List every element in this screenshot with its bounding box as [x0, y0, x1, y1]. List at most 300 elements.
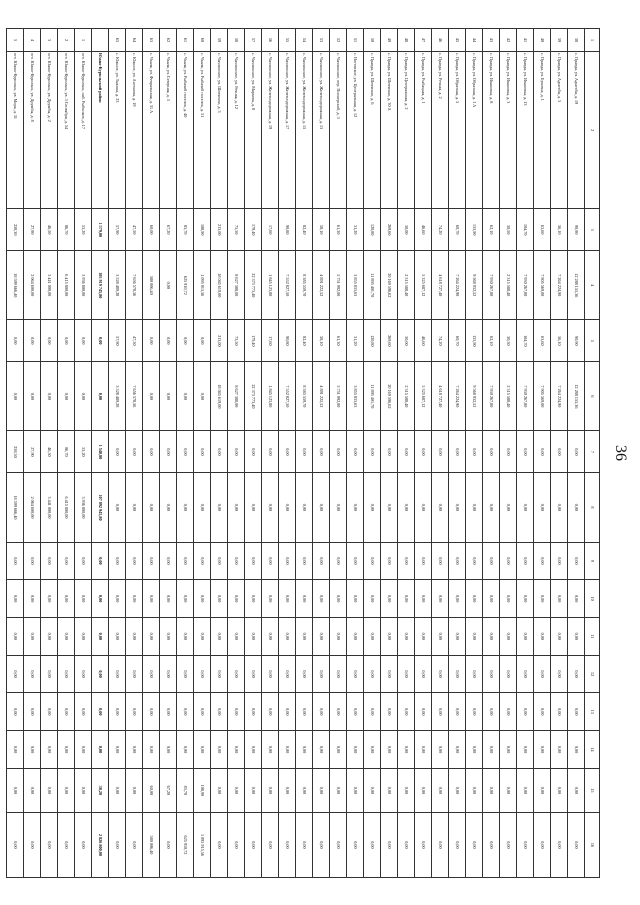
value-cell: 0,00: [398, 431, 415, 473]
value-cell: 63,60: [534, 209, 551, 251]
value-cell: 0,00: [24, 580, 41, 618]
value-cell: 11 895 401,70: [364, 362, 381, 431]
value-cell: 0,00: [109, 542, 126, 580]
value-cell: 0,00: [262, 655, 279, 693]
value-cell: 0,00: [177, 320, 194, 362]
value-cell: 0,00: [483, 542, 500, 580]
value-cell: 0,00: [364, 542, 381, 580]
value-cell: 8 627 388,00: [228, 251, 245, 320]
table-row: [228, 29, 245, 878]
value-cell: 0,00: [449, 693, 466, 731]
value-cell: 0,00: [92, 362, 109, 431]
value-cell: 0,00: [279, 431, 296, 473]
value-cell: 2 064 600,00: [24, 251, 41, 320]
value-cell: 3 936 800,00: [75, 251, 92, 320]
value-cell: 27,90: [24, 431, 41, 473]
value-cell: 0,00: [568, 731, 585, 769]
value-cell: 0,00: [92, 655, 109, 693]
value-cell: 7 930 267,80: [483, 251, 500, 320]
value-cell: 0,00: [245, 693, 262, 731]
value-cell: 58,10: [313, 209, 330, 251]
row-number-cell: 2: [58, 29, 75, 52]
table-row: [534, 29, 551, 878]
value-cell: 580 006,40: [143, 812, 160, 877]
value-cell: 0,00: [500, 731, 517, 769]
value-cell: 213,00: [211, 320, 228, 362]
value-cell: 0,00: [194, 693, 211, 731]
value-cell: 0,00: [262, 812, 279, 877]
value-cell: 0,00: [109, 580, 126, 618]
value-cell: 0,00: [194, 580, 211, 618]
value-cell: 580 006,40: [143, 251, 160, 320]
value-cell: 53,20: [75, 431, 92, 473]
value-cell: 22 373 773,40: [245, 251, 262, 320]
value-cell: 0,00: [517, 731, 534, 769]
value-cell: 3 441 000,00: [41, 251, 58, 320]
value-cell: 90,90: [568, 320, 585, 362]
value-cell: 0,00: [381, 473, 398, 542]
value-cell: 0,00: [466, 542, 483, 580]
value-cell: 0,00: [177, 473, 194, 542]
table-row: [177, 29, 194, 878]
value-cell: 1 540,80: [92, 431, 109, 473]
value-cell: 0,00: [551, 542, 568, 580]
value-cell: 0,00: [381, 580, 398, 618]
address-cell: с. Чаплинское, ул. Железнодорожная, д. 13: [313, 52, 330, 209]
value-cell: 0,00: [58, 812, 75, 877]
value-cell: 625 910,72: [177, 251, 194, 320]
value-cell: 0,00: [245, 542, 262, 580]
value-cell: 0,00: [58, 768, 75, 812]
table-row: [500, 29, 517, 878]
value-cell: 0,00: [415, 812, 432, 877]
value-cell: 0,00: [41, 731, 58, 769]
value-cell: 0,00: [449, 431, 466, 473]
table-row: [126, 29, 143, 878]
table-row: [296, 29, 313, 878]
address-cell: с. Правда, ул. Ивановка, д. 13: [517, 52, 534, 209]
table-row: [194, 29, 211, 878]
value-cell: 0,00: [517, 542, 534, 580]
value-cell: 0,00: [41, 655, 58, 693]
value-cell: 27,90: [24, 209, 41, 251]
value-cell: 104,70: [517, 320, 534, 362]
table-row: [551, 29, 568, 878]
address-cell: с. Южное, ул. Антонова, д. 19: [126, 52, 143, 209]
value-cell: 0,00: [534, 812, 551, 877]
value-cell: 0,00: [262, 731, 279, 769]
value-cell: 120,80: [364, 320, 381, 362]
value-cell: 30,00: [398, 320, 415, 362]
value-cell: 107 892 945,80: [92, 473, 109, 542]
value-cell: 0,00: [7, 580, 24, 618]
value-cell: 1 095 915,56: [194, 251, 211, 320]
value-cell: 0,00: [143, 320, 160, 362]
value-cell: 0,00: [500, 693, 517, 731]
row-number-cell: 56: [262, 29, 279, 52]
value-cell: 0,00: [126, 693, 143, 731]
value-cell: 0,00: [143, 655, 160, 693]
value-cell: 0,00: [330, 655, 347, 693]
value-cell: 0,00: [41, 580, 58, 618]
table-row: [364, 29, 381, 878]
value-cell: 0,00: [24, 362, 41, 431]
row-number-cell: 38: [568, 29, 585, 52]
value-cell: 0,00: [245, 731, 262, 769]
value-cell: 0,00: [500, 655, 517, 693]
value-cell: 0,00: [568, 617, 585, 655]
value-cell: 0,00: [262, 542, 279, 580]
value-cell: 86,70: [58, 431, 75, 473]
value-cell: 0,00: [24, 768, 41, 812]
value-cell: 0,00: [568, 812, 585, 877]
value-cell: 0,00: [126, 731, 143, 769]
value-cell: 0,00: [347, 768, 364, 812]
value-cell: 0,00: [398, 617, 415, 655]
value-cell: 0,00: [58, 542, 75, 580]
value-cell: 0,00: [211, 542, 228, 580]
value-cell: 0,00: [58, 320, 75, 362]
value-cell: 0,00: [415, 580, 432, 618]
value-cell: 0,00: [330, 580, 347, 618]
value-cell: 0,00: [381, 768, 398, 812]
value-cell: 0,00: [228, 693, 245, 731]
value-cell: 3 528 489,28: [109, 251, 126, 320]
value-cell: 0,00: [534, 473, 551, 542]
value-cell: 0,00: [398, 580, 415, 618]
value-cell: 0,00: [398, 693, 415, 731]
value-cell: 0,00: [466, 731, 483, 769]
value-cell: 0,00: [296, 473, 313, 542]
value-cell: 18 599 666,40: [7, 473, 24, 542]
value-cell: 0,00: [415, 473, 432, 542]
column-header: 10: [585, 580, 600, 618]
value-cell: 0,00: [483, 731, 500, 769]
value-cell: 0,00: [75, 362, 92, 431]
value-cell: 74,20: [432, 320, 449, 362]
value-cell: 0,00: [330, 693, 347, 731]
value-cell: 0,00: [330, 768, 347, 812]
value-cell: 0,00: [551, 693, 568, 731]
column-header: 1: [585, 29, 600, 52]
value-cell: 7 552 827,50: [279, 251, 296, 320]
value-cell: 0,00: [143, 542, 160, 580]
value-cell: 0,00: [7, 617, 24, 655]
value-cell: 0,00: [7, 542, 24, 580]
data-table: [6, 28, 600, 878]
value-cell: 0,00: [194, 431, 211, 473]
value-cell: 0,00: [381, 655, 398, 693]
value-cell: 7 264 224,90: [449, 362, 466, 431]
value-cell: 0,00: [228, 473, 245, 542]
value-cell: 0,00: [517, 812, 534, 877]
table-row: [466, 29, 483, 878]
value-cell: 0,00: [534, 431, 551, 473]
value-cell: 0,00: [41, 812, 58, 877]
value-cell: 0,00: [364, 812, 381, 877]
value-cell: 0,00: [568, 768, 585, 812]
value-cell: 2 315 588,40: [500, 251, 517, 320]
value-cell: 0,00: [245, 431, 262, 473]
value-cell: 0,00: [92, 617, 109, 655]
value-cell: 0,00: [466, 812, 483, 877]
value-cell: 90,80: [279, 209, 296, 251]
value-cell: 0,00: [551, 731, 568, 769]
value-cell: 0,00: [262, 580, 279, 618]
table-row: [330, 29, 347, 878]
value-cell: 7 905 569,00: [534, 362, 551, 431]
table-row: [143, 29, 160, 878]
value-cell: 0,00: [245, 812, 262, 877]
value-cell: 2 315 588,40: [398, 362, 415, 431]
value-cell: 67,20: [160, 768, 177, 812]
value-cell: 83,70: [177, 209, 194, 251]
value-cell: 0,00: [24, 542, 41, 580]
value-cell: 0,00: [228, 731, 245, 769]
table-row: [109, 29, 126, 878]
value-cell: 3 936 800,00: [75, 473, 92, 542]
column-header: 6: [585, 362, 600, 431]
value-cell: 0,00: [466, 431, 483, 473]
value-cell: 0,00: [568, 655, 585, 693]
value-cell: 0,00: [568, 580, 585, 618]
table-row: [41, 29, 58, 878]
value-cell: 2 064 600,00: [24, 473, 41, 542]
value-cell: 0,00: [398, 542, 415, 580]
value-cell: 0,00: [296, 655, 313, 693]
value-cell: 0,00: [568, 693, 585, 731]
value-cell: 0,00: [483, 768, 500, 812]
value-cell: 46,50: [41, 431, 58, 473]
value-cell: 0,00: [381, 542, 398, 580]
value-cell: 0,00: [245, 580, 262, 618]
value-cell: 0,00: [483, 580, 500, 618]
value-cell: 0,00: [194, 473, 211, 542]
value-cell: 0,00: [551, 812, 568, 877]
value-cell: 75,50: [228, 209, 245, 251]
value-cell: 0,00: [466, 580, 483, 618]
value-cell: 0,00: [330, 812, 347, 877]
value-cell: 0,00: [500, 431, 517, 473]
value-cell: 105 919 745,80: [92, 251, 109, 320]
value-cell: 0,00: [381, 431, 398, 473]
row-number-cell: 58: [228, 29, 245, 52]
value-cell: 0,00: [517, 768, 534, 812]
table-row: [449, 29, 466, 878]
value-cell: 2 315 588,40: [398, 251, 415, 320]
value-cell: 0,00: [7, 768, 24, 812]
value-cell: 47,50: [126, 320, 143, 362]
value-cell: 0,00: [398, 768, 415, 812]
value-cell: 0,00: [313, 542, 330, 580]
value-cell: 0,00: [432, 617, 449, 655]
value-cell: 0,00: [364, 655, 381, 693]
row-number-cell: 52: [330, 29, 347, 52]
value-cell: 0,00: [415, 617, 432, 655]
value-cell: 0,00: [415, 655, 432, 693]
value-cell: 60,70: [449, 320, 466, 362]
value-cell: 0,00: [24, 693, 41, 731]
value-cell: 0,00: [160, 617, 177, 655]
value-cell: 0,00: [126, 812, 143, 877]
value-cell: 0,00: [432, 431, 449, 473]
value-cell: 0,00: [58, 731, 75, 769]
value-cell: 0,00: [228, 580, 245, 618]
value-cell: 1 579,00: [92, 209, 109, 251]
value-cell: 0,00: [194, 362, 211, 431]
value-cell: 0,00: [500, 473, 517, 542]
value-cell: 62,10: [483, 320, 500, 362]
value-cell: 0,00: [296, 731, 313, 769]
row-number-cell: 44: [466, 29, 483, 52]
value-cell: 9 568 932,52: [466, 251, 483, 320]
value-cell: 0,00: [211, 768, 228, 812]
address-cell: Южно-Курильский район: [92, 52, 109, 209]
value-cell: 17,60: [262, 209, 279, 251]
value-cell: 0,00: [262, 693, 279, 731]
address-cell: с. Чаплинское, пер. Пионерский, д. 3: [330, 52, 347, 209]
column-header: 13: [585, 693, 600, 731]
value-cell: 60,70: [449, 209, 466, 251]
value-cell: 0,00: [262, 617, 279, 655]
value-cell: 0,00: [143, 617, 160, 655]
value-cell: 61,30: [330, 320, 347, 362]
column-header: 9: [585, 542, 600, 580]
value-cell: 9 568 932,52: [466, 362, 483, 431]
value-cell: 57,90: [109, 320, 126, 362]
value-cell: 0,00: [534, 731, 551, 769]
value-cell: 0,00: [466, 617, 483, 655]
address-cell: с. Правда, ул. Речная, д. 2: [432, 52, 449, 209]
row-number-cell: 4: [24, 29, 41, 52]
value-cell: 258,30: [7, 431, 24, 473]
value-cell: 0,00: [398, 655, 415, 693]
table-row: [432, 29, 449, 878]
value-cell: 0,00: [347, 542, 364, 580]
address-cell: с. Правда, ул. Образная, д. 5: [449, 52, 466, 209]
row-number-cell: 51: [347, 29, 364, 52]
value-cell: 0,00: [330, 473, 347, 542]
value-cell: 0,00: [347, 693, 364, 731]
value-cell: 0,00: [347, 655, 364, 693]
row-number-cell: 41: [517, 29, 534, 52]
value-cell: 18 045 619,00: [211, 251, 228, 320]
value-cell: 0,00: [296, 542, 313, 580]
value-cell: 0,00: [500, 617, 517, 655]
value-cell: 20 169 596,62: [381, 251, 398, 320]
value-cell: 0,00: [347, 731, 364, 769]
value-cell: 0,00: [58, 362, 75, 431]
value-cell: 3 528 489,28: [109, 362, 126, 431]
row-number-cell: 47: [415, 29, 432, 52]
value-cell: 0,00: [7, 731, 24, 769]
row-number-cell: 54: [296, 29, 313, 52]
value-cell: 0,00: [517, 580, 534, 618]
value-cell: 0,00: [194, 542, 211, 580]
value-cell: 0,00: [75, 580, 92, 618]
value-cell: 0,00: [330, 731, 347, 769]
value-cell: 0,00: [432, 731, 449, 769]
value-cell: 0,00: [228, 655, 245, 693]
value-cell: 0,00: [160, 251, 177, 320]
value-cell: 0,00: [347, 812, 364, 877]
table-row: [211, 29, 228, 878]
value-cell: 0,00: [211, 655, 228, 693]
value-cell: 0,00: [279, 617, 296, 655]
column-header: 12: [585, 655, 600, 693]
value-cell: 0,00: [534, 655, 551, 693]
value-cell: 0,00: [330, 542, 347, 580]
value-cell: 0,00: [449, 542, 466, 580]
row-number-cell: 53: [313, 29, 330, 52]
value-cell: 7 264 224,90: [551, 251, 568, 320]
value-cell: 75,50: [228, 320, 245, 362]
address-cell: с. Правда, ул. Шевченко, д. 30 А: [381, 52, 398, 209]
value-cell: 30,50: [500, 209, 517, 251]
value-cell: 0,00: [364, 580, 381, 618]
value-cell: 133,90: [466, 320, 483, 362]
value-cell: 0,00: [313, 580, 330, 618]
value-cell: 0,00: [75, 617, 92, 655]
value-cell: 0,00: [126, 655, 143, 693]
value-cell: 0,00: [432, 768, 449, 812]
value-cell: 0,00: [7, 362, 24, 431]
value-cell: 0,00: [41, 693, 58, 731]
value-cell: 0,00: [449, 655, 466, 693]
table-body: [7, 29, 585, 878]
value-cell: 0,00: [7, 812, 24, 877]
row-number-cell: 59: [211, 29, 228, 52]
value-cell: 67,20: [160, 209, 177, 251]
value-cell: 0,00: [381, 693, 398, 731]
address-cell: пгт. Южно-Курильск, наб. Рыбников, д. 17: [75, 52, 92, 209]
row-number-cell: 40: [534, 29, 551, 52]
value-cell: 0,00: [24, 812, 41, 877]
value-cell: 5 325 687,12: [415, 251, 432, 320]
value-cell: 108,90: [194, 768, 211, 812]
value-cell: 0,00: [296, 431, 313, 473]
value-cell: 0,00: [109, 431, 126, 473]
value-cell: 8 627 388,00: [228, 362, 245, 431]
value-cell: 0,00: [143, 431, 160, 473]
value-cell: 0,00: [330, 431, 347, 473]
column-header: 15: [585, 768, 600, 812]
value-cell: 0,00: [517, 617, 534, 655]
row-number-cell: 1: [75, 29, 92, 52]
row-number-cell: 63: [143, 29, 160, 52]
address-cell: с. Чаплинское, ул. Речная, д. 12: [228, 52, 245, 209]
value-cell: 0,00: [58, 580, 75, 618]
value-cell: 30,00: [398, 209, 415, 251]
value-cell: 86,70: [58, 209, 75, 251]
value-cell: 0,00: [279, 693, 296, 731]
value-cell: 0,00: [398, 473, 415, 542]
page-number-text: 36: [612, 444, 629, 461]
value-cell: 0,00: [432, 812, 449, 877]
value-cell: 0,00: [398, 812, 415, 877]
table-row: [262, 29, 279, 878]
value-cell: 0,00: [177, 580, 194, 618]
value-cell: 82,40: [296, 209, 313, 251]
value-cell: 0,00: [398, 731, 415, 769]
value-cell: 0,00: [313, 655, 330, 693]
value-cell: 0,00: [177, 542, 194, 580]
value-cell: 0,00: [75, 812, 92, 877]
address-cell: с. Правда, ул. Ивановка, д. 8: [483, 52, 500, 209]
value-cell: 5 325 687,12: [415, 362, 432, 431]
value-cell: 0,00: [109, 768, 126, 812]
value-cell: 0,00: [483, 431, 500, 473]
